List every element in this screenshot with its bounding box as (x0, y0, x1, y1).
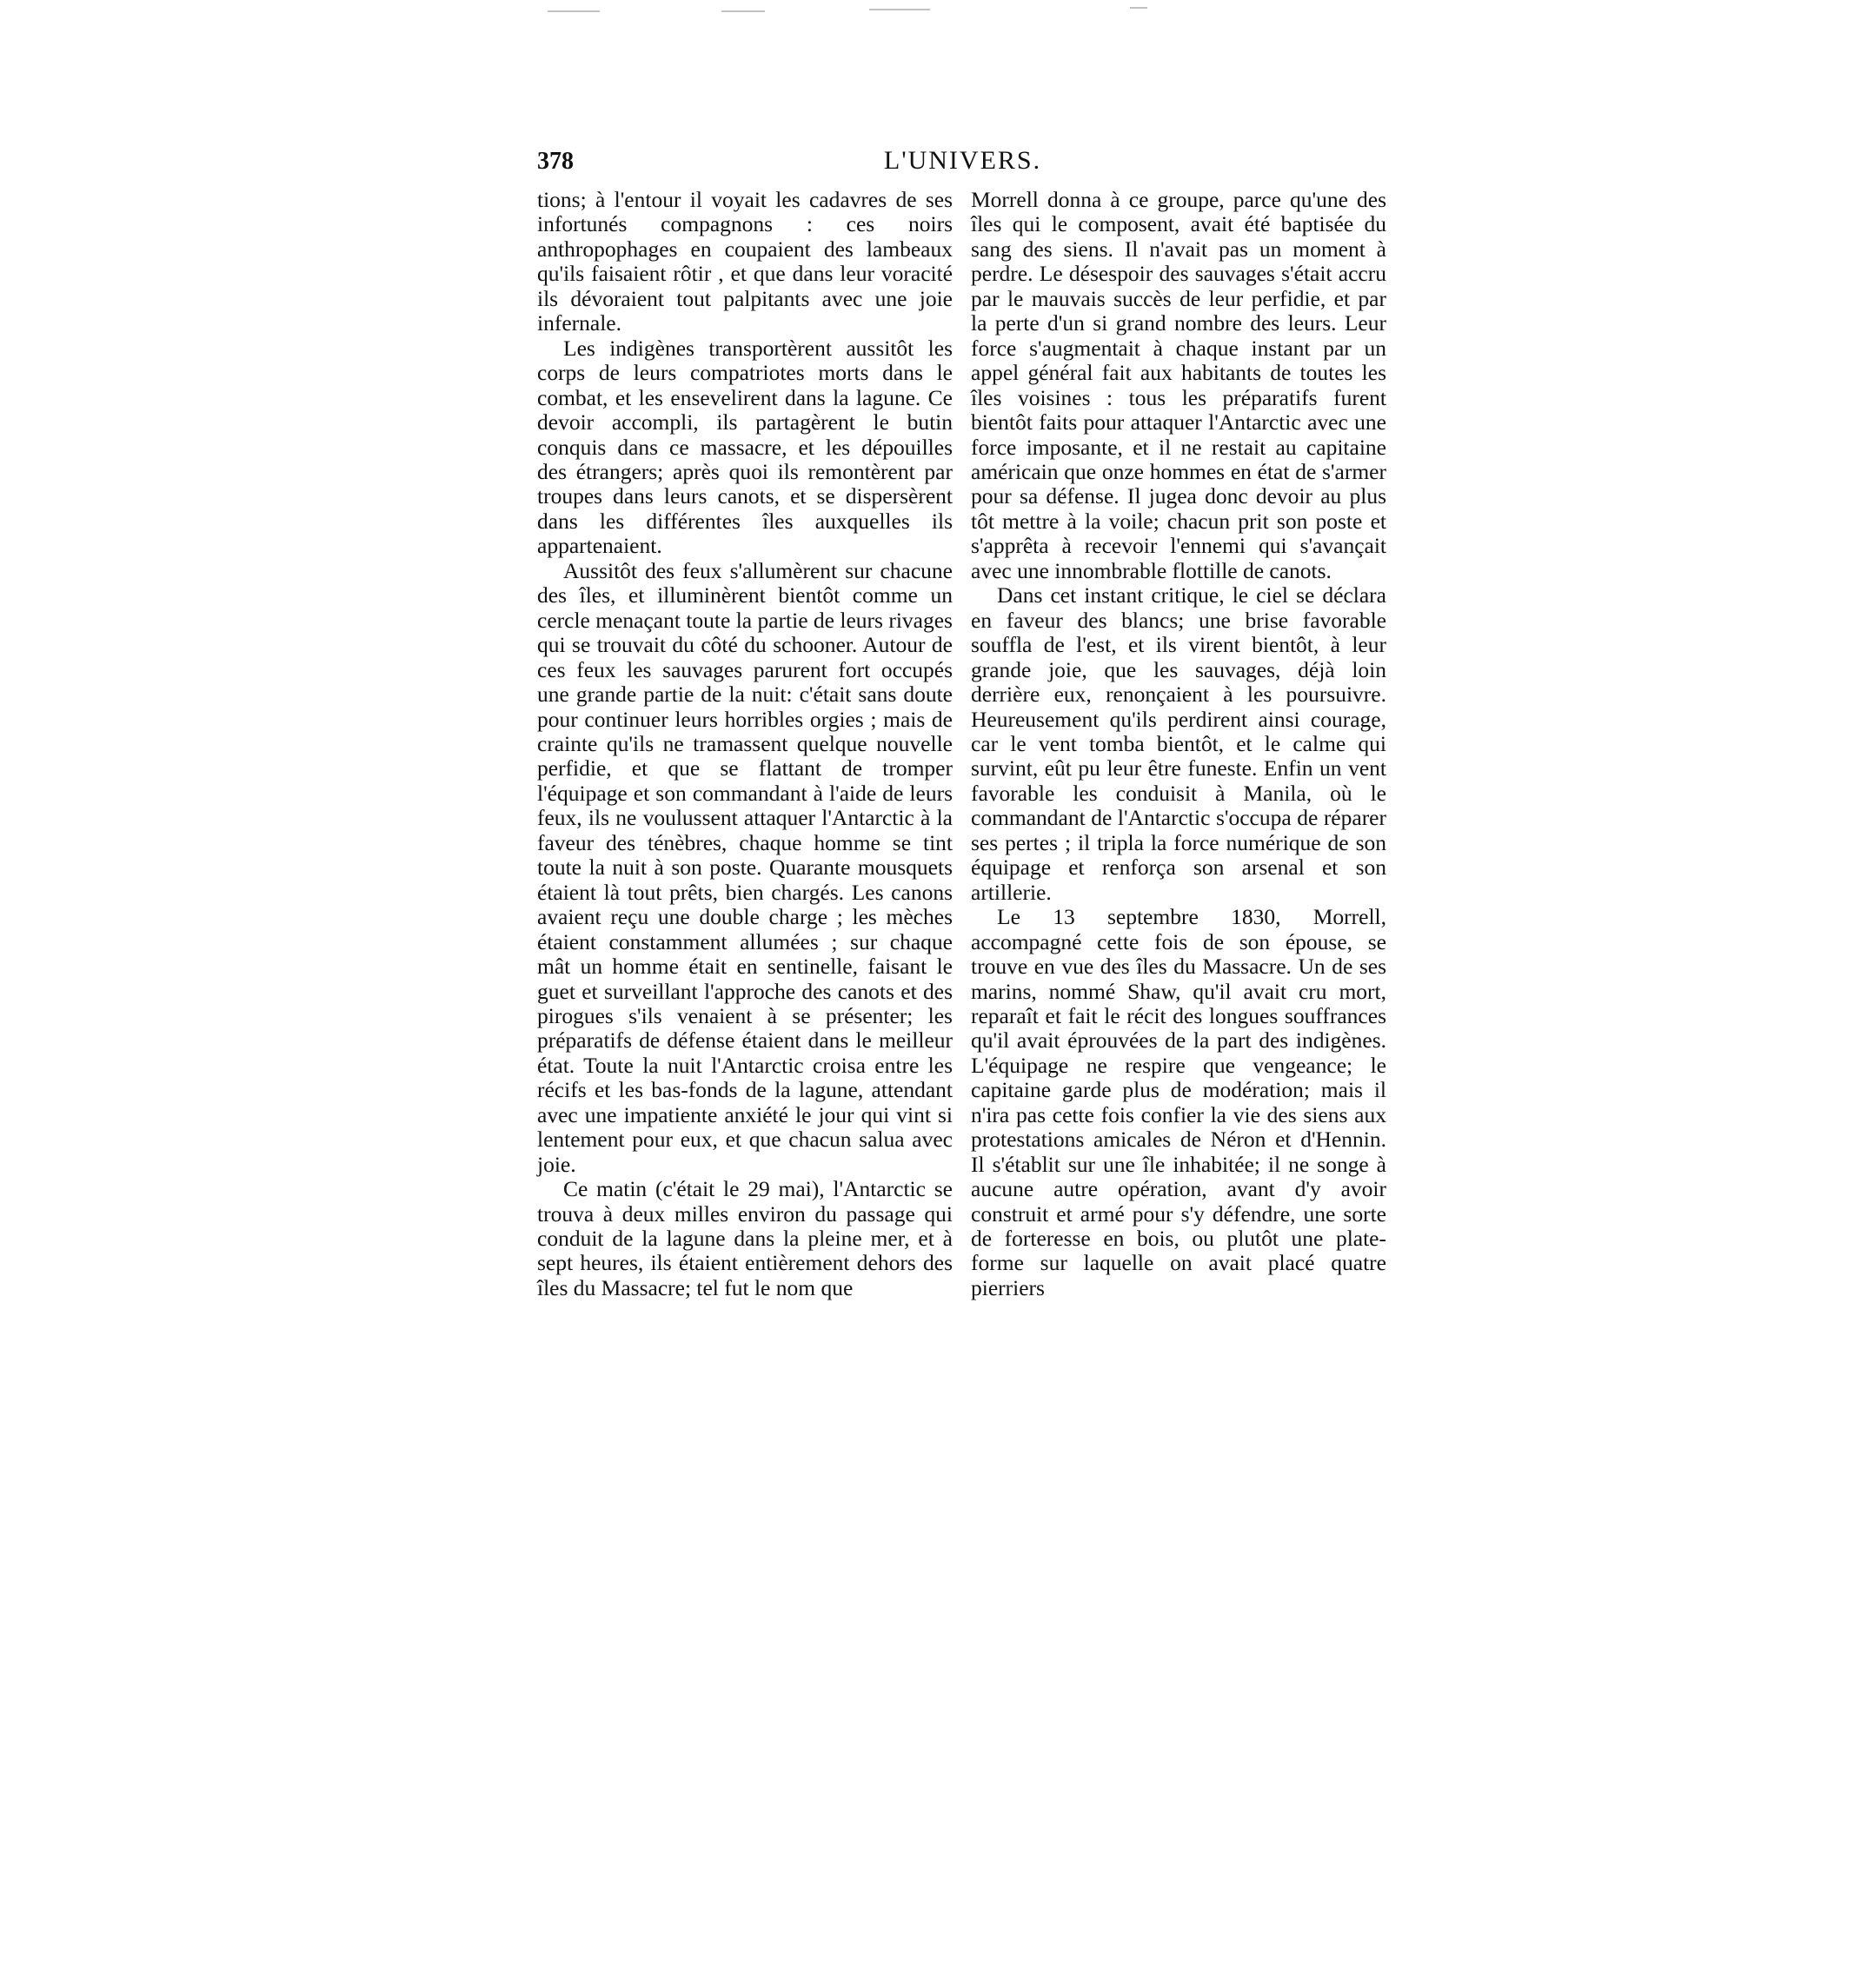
scan-mark (1130, 7, 1147, 9)
page-number: 378 (537, 148, 574, 175)
paragraph: Aussitôt des feux s'allumèrent sur chacune des îles, et illuminèrent bientôt comme un cercle menaçant toute la partie de leurs rivages qui se trouvait du côté du schooner. Autour de ces feux les sauvages parurent fort occupés une grande partie de la nuit: c'était sans doute pour continuer leurs horribles orgies ; mais de crainte qu'ils ne tramassent quelque nouvelle perfidie, et que se flattant de tromper l'équipage et son commandant à l'aide de leurs feux, ils ne voulussent attaquer l'Antarctic à la faveur des ténèbres, chaque homme se tint toute la nuit à son poste. Quarante mousquets étaient là tout prêts, bien chargés. Les canons avaient reçu une double charge ; les mèches étaient constamment allumées ; sur chaque mât un homme était en sentinelle, faisant le guet et surveillant l'approche des canots et des pirogues s'ils venaient à se présenter; les préparatifs de défense étaient dans le meilleur état. Toute la nuit l'Antarctic croisa entre les récifs et les bas-fonds de la lagune, attendant avec une impatiente anxiété le jour qui vint si lentement pour eux, et que chacun salua avec joie. (537, 557, 953, 1177)
paragraph: Les indigènes transportèrent aussitôt les corps de leurs compatriotes morts dans le combat, et les ensevelirent dans la lagune. Ce devoir accompli, ils partagèrent le butin conquis dans ce massacre, et les dépouilles des étrangers; après quoi ils remontèrent par troupes dans leurs canots, et se dispersèrent dans les différentes îles auxquelles ils appartenaient. (537, 335, 953, 559)
paragraph: Le 13 septembre 1830, Morrell, accompagné cette fois de son épouse, se trouve en vue des îles du Massacre. Un de ses marins, nommé Shaw, qu'il avait cru mort, reparaît et fait le récit des longues souffrances qu'il avait éprouvées de la part des indigènes. L'équipage ne respire que vengeance; le capitaine garde plus de modération; mais il n'ira pas cette fois confier la vie des siens aux protestations amicales de Néron et d'Hennin. Il s'établit sur une île inhabitée; il ne songe à aucune autre opération, avant d'y avoir construit et armé pour s'y défendre, une sorte de forteresse en bois, ou plutôt une plate-forme sur laquelle on avait placé quatre pierriers (971, 904, 1386, 1300)
paragraph: Dans cet instant critique, le ciel se déclara en faveur des blancs; une brise favorable souffla de l'est, et ils virent bientôt, à leur grande joie, que les sauvages, déjà loin derrière eux, renonçaient à les poursuivre. Heureusement qu'ils perdirent ainsi courage, car le vent tomba bientôt, et le calme qui survint, eût pu leur être funeste. Enfin un vent favorable les conduisit à Manila, où le commandant de l'Antarctic s'occupa de réparer ses pertes ; il tripla la force numérique de son équipage et renforça son arsenal et son artillerie. (971, 582, 1386, 905)
paragraph: tions; à l'entour il voyait les cadavres de ses infortunés compagnons : ces noirs anthropophages en coupaient des lambeaux qu'ils faisaient rôtir , et que dans leur voracité ils dévoraient tout palpitants avec une joie infernale. (537, 187, 953, 336)
paragraph: Ce matin (c'était le 29 mai), l'Antarctic se trouva à deux milles environ du passage qui conduit de la lagune dans la pleine mer, et à sept heures, ils étaient entièrement dehors des îles du Massacre; tel fut le nom que (537, 1176, 953, 1300)
scan-mark (869, 9, 930, 10)
scan-mark (721, 10, 765, 12)
left-column (537, 188, 953, 1300)
scan-mark (548, 10, 600, 12)
paragraph: Morrell donna à ce groupe, parce qu'une des îles qui le composent, avait été baptisée du sang des siens. Il n'avait pas un moment à perdre. Le désespoir des sauvages s'était accru par le mauvais succès de leur perfidie, et par la perte d'un si grand nombre des leurs. Leur force s'augmentait à chaque instant par un appel général fait aux habitants de toutes les îles voisines : tous les préparatifs furent bientôt faits pour attaquer l'Antarctic avec une force imposante, et il ne restait au capitaine américain que onze hommes en état de s'armer pour sa défense. Il jugea donc devoir au plus tôt mettre à la voile; chacun prit son poste et s'apprêta à recevoir l'ennemi qui s'avançait avec une innombrable flottille de canots. (971, 187, 1386, 583)
running-title: L'UNIVERS. (883, 146, 1042, 175)
right-column (971, 188, 1386, 1300)
